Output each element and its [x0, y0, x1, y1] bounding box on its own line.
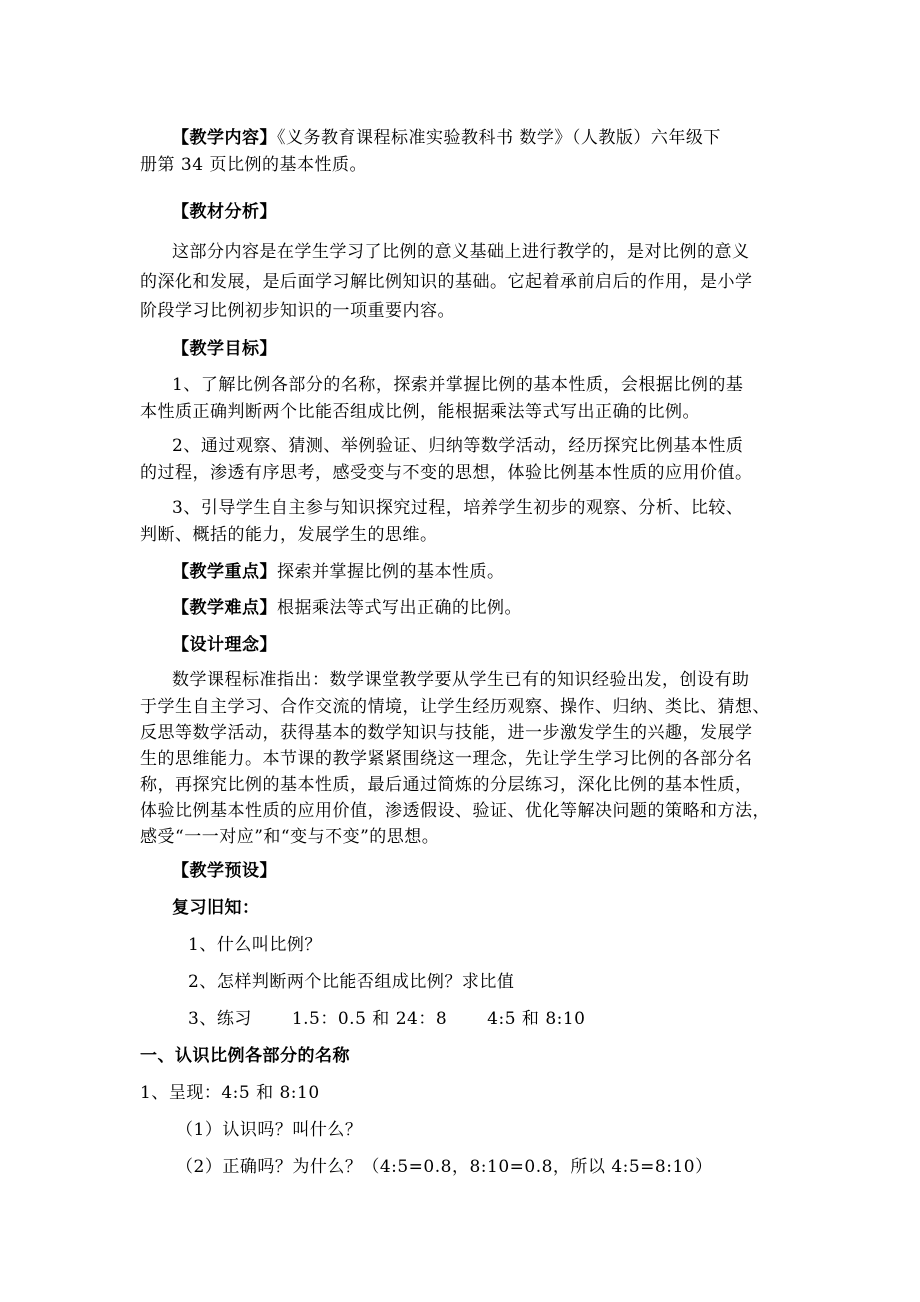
- analysis-line: 阶段学习比例初步知识的一项重要内容。: [140, 301, 455, 321]
- key-point: 【教学重点】探索并掌握比例的基本性质。: [172, 562, 505, 582]
- concept-line: 称，再探究比例的基本性质，最后通过简炼的分层练习，深化比例的基本性质，: [140, 775, 753, 795]
- part1-subquestion-2: （2）正确吗？为什么？（4:5=0.8，8:10=0.8，所以 4:5=8:10）: [176, 1157, 713, 1177]
- goal-1-line: 本性质正确判断两个比能否组成比例，能根据乘法等式写出正确的比例。: [140, 402, 700, 422]
- goal-2-line: 2、通过观察、猜测、举例验证、归纳等数学活动，经历探究比例基本性质: [172, 436, 744, 456]
- difficulty-label: 【教学难点】: [172, 598, 277, 618]
- concept-line: 生的思维能力。本节课的教学紧紧围绕这一理念，先让学生学习比例的各部分名: [140, 749, 753, 769]
- difficulty: 【教学难点】根据乘法等式写出正确的比例。: [172, 598, 522, 618]
- analysis-heading: 【教材分析】: [172, 202, 277, 222]
- part1-subquestion-1: （1）认识吗？叫什么？: [176, 1120, 363, 1140]
- preset-heading: 【教学预设】: [172, 861, 277, 881]
- content-line-2: 册第 34 页比例的基本性质。: [140, 155, 367, 175]
- goal-3-line: 3、引导学生自主参与知识探究过程，培养学生初步的观察、分析、比较、: [172, 498, 744, 518]
- analysis-line: 这部分内容是在学生学习了比例的意义基础上进行教学的，是对比例的意义: [172, 242, 750, 262]
- goal-3-line: 判断、概括的能力，发展学生的思维。: [140, 525, 438, 545]
- goals-heading: 【教学目标】: [172, 339, 277, 359]
- content-line-1: 【教学内容】《义务教育课程标准实验教科书 数学》（人教版）六年级下: [172, 128, 721, 148]
- content-label: 【教学内容】: [172, 128, 277, 148]
- review-heading: 复习旧知：: [172, 898, 260, 918]
- concept-line: 体验比例基本性质的应用价值，渗透假设、验证、优化等解决问题的策略和方法，: [140, 801, 770, 821]
- part1-present: 1、呈现：4:5 和 8:10: [140, 1083, 320, 1103]
- part1-heading: 一、认识比例各部分的名称: [140, 1046, 350, 1066]
- concept-heading: 【设计理念】: [172, 635, 277, 655]
- concept-line: 于学生自主学习、合作交流的情境，让学生经历观察、操作、归纳、类比、猜想、: [140, 697, 770, 717]
- concept-line: 反思等数学活动，获得基本的数学知识与技能，进一步激发学生的兴趣，发展学: [140, 723, 753, 743]
- key-point-label: 【教学重点】: [172, 562, 277, 582]
- review-question-2: 2、怎样判断两个比能否组成比例？求比值: [188, 972, 515, 992]
- analysis-line: 的深化和发展，是后面学习解比例知识的基础。它起着承前启后的作用，是小学: [140, 272, 753, 292]
- concept-line: 数学课程标准指出：数学课堂教学要从学生已有的知识经验出发，创设有助: [172, 670, 750, 690]
- review-exercise: 3、练习 1.5：0.5 和 24：8 4:5 和 8:10: [188, 1009, 586, 1029]
- goal-1-line: 1、了解比例各部分的名称，探索并掌握比例的基本性质，会根据比例的基: [172, 375, 744, 395]
- goal-2-line: 的过程，渗透有序思考，感受变与不变的思想，体验比例基本性质的应用价值。: [140, 463, 753, 483]
- concept-line: 感受“一一对应”和“变与不变”的思想。: [140, 827, 440, 847]
- review-question-1: 1、什么叫比例？: [188, 935, 322, 955]
